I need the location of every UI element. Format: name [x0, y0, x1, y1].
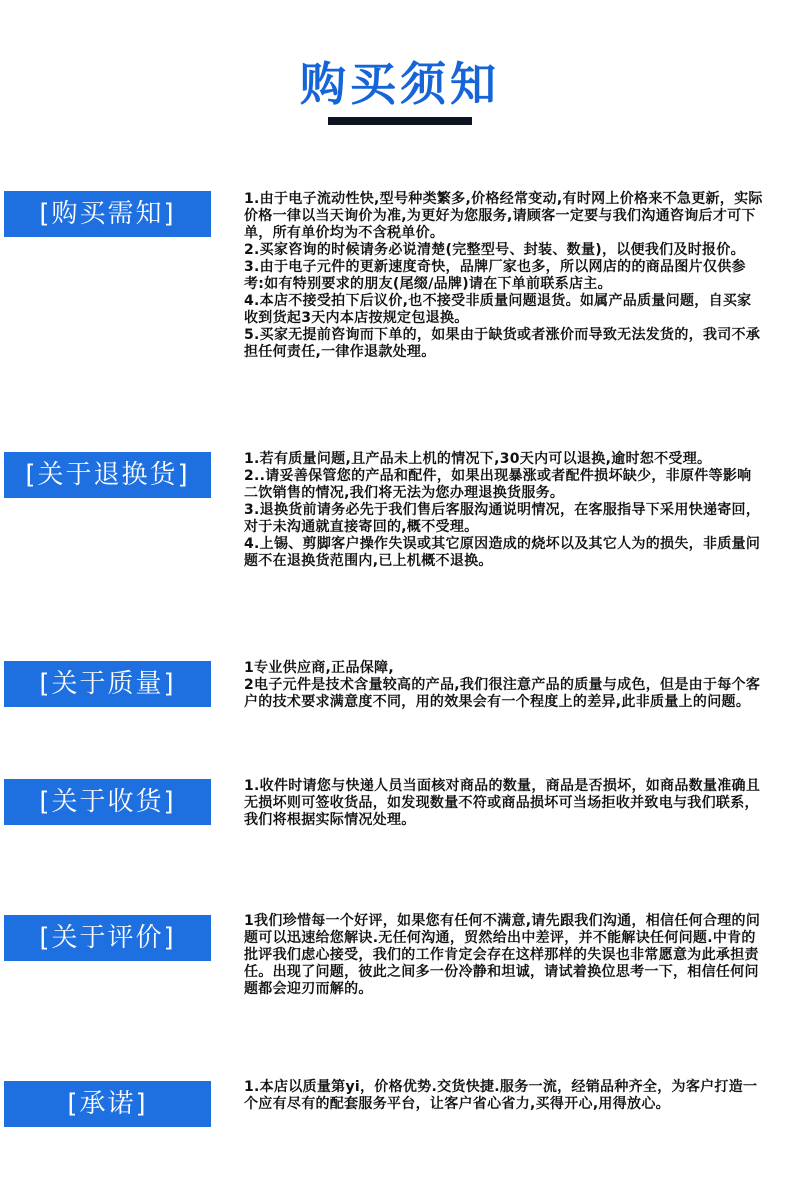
paragraph: 1.由于电子流动性快,型号种类繁多,价格经常变动,有时网上价格来不急更新，实际价格一律以当天询价为准,为更好为您服务,请顾客一定要与我们沟通咨询后才可下单，所有单价均为不含税单价。 — [244, 191, 763, 241]
section-content-receiving — [244, 778, 764, 829]
paragraph: 2.买家咨询的时候请务必说清楚(完整型号、封装、数量)，以便我们及时报价。 — [244, 242, 745, 258]
paragraph: 5.买家无提前咨询而下单的，如果由于缺货或者涨价而导致无法发货的，我司不承担任何责任,一律作退款处理。 — [244, 327, 761, 360]
paragraph: 4.上锡、剪脚客户操作失误或其它原因造成的烧坏以及其它人为的损失，非质量问题不在退换货范围内,已上机概不退换。 — [244, 536, 761, 569]
paragraph: 3.由于电子元件的更新速度奇快，品牌厂家也多，所以网店的的商品图片仅供参考:如有特别要求的朋友(尾缀/品牌)请在下单前联系店主。 — [244, 259, 746, 292]
paragraph: 2..请妥善保管您的产品和配件，如果出现暴涨或者配件损坏缺少，非原件等影响二饮销售的情况,我们将无法为您办理退换货服务。 — [244, 468, 752, 501]
section-content-returns — [244, 451, 764, 570]
section-content-reviews — [244, 913, 764, 998]
paragraph: 3.退换货前请务必先于我们售后客服沟通说明情况，在客服指导下采用快递寄回，对于未沟通就直接寄回的,概不受理。 — [244, 502, 761, 535]
paragraph: 1.本店以质量第yi，价格优势.交货快捷.服务一流，经销品种齐全，为客户打造一个应有尽有的配套服务平台，让客户省心省力,买得开心,用得放心。 — [244, 1079, 758, 1112]
section-label-purchase-notes: [购买需知] — [4, 191, 211, 237]
page-title: 购买须知 — [300, 57, 500, 111]
section-label-promise: [承诺] — [4, 1081, 211, 1127]
section-content-purchase-notes — [244, 191, 764, 361]
section-label-reviews: [关于评价] — [4, 915, 211, 961]
paragraph: 1专业供应商,正品保障, — [244, 660, 394, 676]
paragraph: 1.收件时请您与快递人员当面核对商品的数量，商品是否损坏，如商品数量准确且无损坏则可签收货品，如发现数量不符或商品损坏可当场拒收并致电与我们联系，我们将根据实际情况处理。 — [244, 778, 761, 828]
section-label-returns: [关于退换货] — [4, 452, 211, 498]
section-label-quality: [关于质量] — [4, 661, 211, 707]
section-content-promise — [244, 1079, 764, 1113]
paragraph: 1.若有质量问题,且产品未上机的情况下,30天内可以退换,逾时恕不受理。 — [244, 451, 712, 467]
title-underline — [328, 117, 472, 125]
section-content-quality — [244, 660, 764, 711]
paragraph: 1我们珍惜每一个好评，如果您有任何不满意,请先跟我们沟通，相信任何合理的问题可以迅速给您解诀.无任何沟通，贸然给出中差评，并不能解诀任何问题.中肯的批评我们虑心接受，我们的工作肯定会存在这样那样的失误也非常愿意为此承担责任。出现了问题，彼此之间多一份冷静和坦诚，请试着换位思考一下，相信任何问题都会迎刃而解的。 — [244, 913, 761, 997]
paragraph: 2电子元件是技术含量较高的产品,我们很注意产品的质量与成色，但是由于每个客户的技术要求满意度不同，用的效果会有一个程度上的差异,此非质量上的问题。 — [244, 677, 761, 710]
paragraph: 4.本店不接受拍下后议价,也不接受非质量问题退货。如属产品质量问题，自买家收到货起3天内本店按规定包退换。 — [244, 293, 752, 326]
section-label-receiving: [关于收货] — [4, 779, 211, 825]
